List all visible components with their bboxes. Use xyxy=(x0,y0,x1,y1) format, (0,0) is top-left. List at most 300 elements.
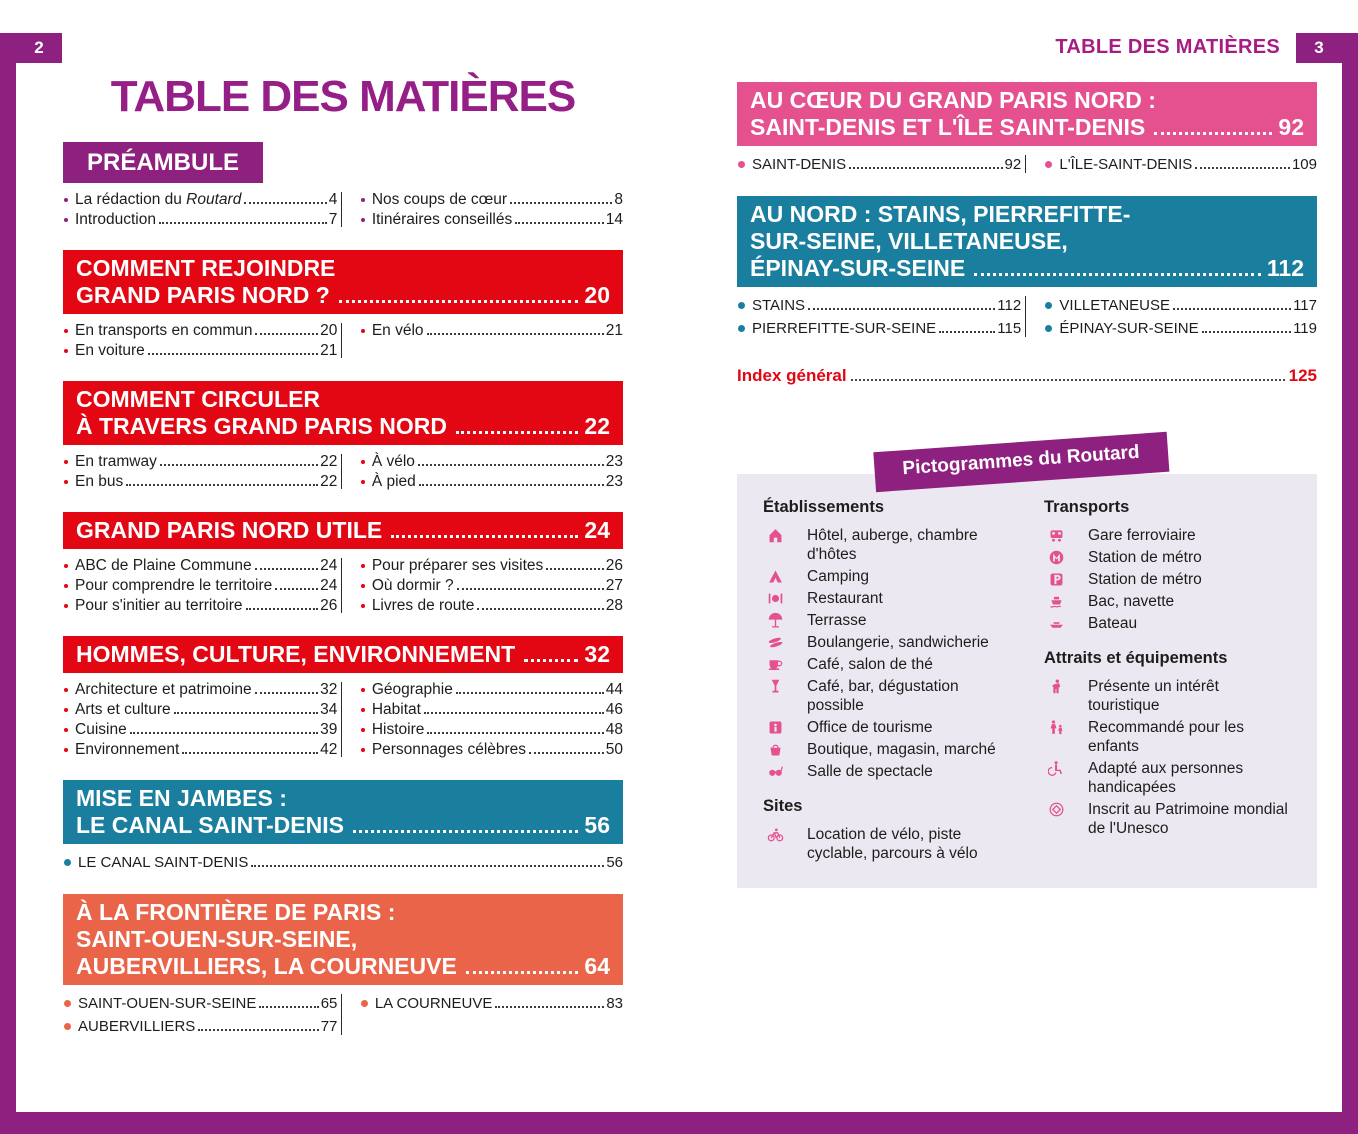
item-label-text: Environnement xyxy=(75,741,180,758)
section-banner-line xyxy=(76,386,610,413)
item-label-text: Cuisine xyxy=(75,721,127,738)
camping-icon xyxy=(765,568,785,585)
item-label-text: Pour comprendre le territoire xyxy=(75,577,273,594)
toc-columns xyxy=(63,452,623,492)
pictogram-item xyxy=(1044,592,1291,611)
item-label-text: SAINT-DENIS xyxy=(752,156,847,173)
shop-icon xyxy=(765,741,785,758)
pictogram-label: Boutique, magasin, marché xyxy=(807,741,996,758)
pictogram-label: Location de vélo, piste cyclable, parcours à vélo xyxy=(807,826,978,862)
item-label xyxy=(372,452,415,472)
item-page-number: 20 xyxy=(320,322,338,339)
item-label-text: Personnages célèbres xyxy=(371,741,527,758)
item-label xyxy=(372,680,453,700)
item-label-text: ABC de Plaine Commune xyxy=(75,557,252,574)
item-bullet xyxy=(738,302,745,309)
item-bullet xyxy=(361,564,365,568)
item-bullet xyxy=(64,329,68,333)
section-banner-line xyxy=(76,899,610,926)
section-banner-line xyxy=(750,228,1304,255)
pictogram-label: Restaurant xyxy=(807,590,883,607)
column-divider xyxy=(341,192,342,227)
item-page-number: 32 xyxy=(320,681,338,698)
item-label-text: La rédaction du xyxy=(75,191,187,208)
item-bullet xyxy=(64,708,68,712)
section-title: À LA FRONTIÈRE DE PARIS : xyxy=(76,899,396,925)
pictogram-label: Gare ferroviaire xyxy=(1088,527,1196,544)
page-title: TABLE DES MATIÈRES xyxy=(110,72,576,121)
index-page-number: 125 xyxy=(1288,366,1317,385)
pictogram-label: Terrasse xyxy=(807,612,867,629)
pictogram-item xyxy=(763,718,1010,737)
dot-leader xyxy=(174,712,319,714)
item-bullet xyxy=(64,748,68,752)
item-label xyxy=(75,700,171,720)
item-bullet xyxy=(361,604,365,608)
item-label xyxy=(78,992,256,1015)
section-page-number: 112 xyxy=(1266,255,1304,281)
toc-item xyxy=(360,210,623,230)
pictogram-label: Salle de spectacle xyxy=(807,763,933,780)
left-toc xyxy=(63,142,623,1038)
toc-item xyxy=(63,341,337,361)
dot-leader xyxy=(1154,132,1272,135)
item-page-number: 115 xyxy=(997,320,1022,337)
toc-column xyxy=(360,321,623,361)
toc-columns xyxy=(63,556,623,616)
pictograms-legend xyxy=(737,441,1317,888)
dot-leader xyxy=(255,333,318,335)
item-label-text: À pied xyxy=(371,473,416,490)
item-bullet xyxy=(64,604,68,608)
item-label xyxy=(78,851,248,874)
item-label-text: Géographie xyxy=(371,681,453,698)
pictogram-item xyxy=(763,633,1010,652)
item-label xyxy=(1059,153,1192,176)
column-divider xyxy=(341,323,342,358)
item-bullet xyxy=(361,198,365,202)
item-label-text: Introduction xyxy=(75,211,156,228)
dot-leader xyxy=(529,752,604,754)
pictogram-label: Présente un intérêt touristique xyxy=(1088,678,1219,714)
toc-column xyxy=(360,190,623,230)
section-title: COMMENT REJOINDRE xyxy=(76,255,336,281)
item-label xyxy=(372,321,424,341)
section-banner-line xyxy=(76,255,610,282)
pictogram-item xyxy=(763,589,1010,608)
toc-section xyxy=(63,780,623,874)
section-banner xyxy=(63,636,623,673)
dot-leader xyxy=(259,1006,318,1008)
section-banner-line xyxy=(750,201,1304,228)
pictogram-item xyxy=(763,677,1010,715)
item-label xyxy=(375,992,493,1015)
section-title: MISE EN JAMBES : xyxy=(76,785,287,811)
item-label xyxy=(75,472,123,492)
item-page-number: 109 xyxy=(1291,156,1317,173)
section-title: ÉPINAY-SUR-SEINE xyxy=(750,255,966,281)
dot-leader xyxy=(182,752,318,754)
toc-section xyxy=(63,512,623,616)
toc-item xyxy=(1044,294,1317,317)
item-label xyxy=(372,740,526,760)
item-page-number: 7 xyxy=(328,211,338,228)
toc-column xyxy=(63,190,337,230)
pictogram-group-title: Transports xyxy=(1044,498,1130,516)
page-right xyxy=(737,82,1317,888)
pictogram-item xyxy=(1044,759,1291,797)
dot-leader xyxy=(424,712,604,714)
item-label xyxy=(372,720,425,740)
toc-item xyxy=(63,452,337,472)
toc-section xyxy=(737,82,1317,176)
toc-item xyxy=(63,1015,337,1038)
item-page-number: 24 xyxy=(320,557,338,574)
item-label xyxy=(75,556,252,576)
item-page-number: 83 xyxy=(606,995,623,1012)
toc-item xyxy=(360,576,623,596)
column-divider xyxy=(341,558,342,613)
metro-icon xyxy=(1046,549,1066,566)
dot-leader xyxy=(457,588,604,590)
toc-item xyxy=(360,720,623,740)
index-row xyxy=(737,366,1317,386)
dot-leader xyxy=(466,971,579,974)
toc-item xyxy=(63,680,337,700)
item-bullet xyxy=(361,728,365,732)
pictogram-label: Station de métro xyxy=(1088,549,1202,566)
section-page-number: 92 xyxy=(1278,114,1304,140)
toc-column xyxy=(1044,294,1317,340)
item-label-text: À vélo xyxy=(371,453,415,470)
page-number-right: 3 xyxy=(1296,33,1342,63)
item-bullet xyxy=(1045,325,1052,332)
item-label xyxy=(752,153,846,176)
item-page-number: 28 xyxy=(605,597,623,614)
pictogram-item xyxy=(763,567,1010,586)
item-bullet xyxy=(64,859,71,866)
item-bullet xyxy=(64,198,68,202)
item-label xyxy=(78,1015,195,1038)
section-page-number: 56 xyxy=(584,812,610,838)
pictogram-group-title: Établissements xyxy=(763,498,885,516)
pictogram-item xyxy=(1044,614,1291,633)
dot-leader xyxy=(851,379,1285,381)
toc-column xyxy=(360,992,623,1038)
pictogram-item xyxy=(1044,718,1291,756)
pictogram-item xyxy=(1044,677,1291,715)
dot-leader xyxy=(339,300,579,303)
item-page-number: 27 xyxy=(605,577,623,594)
toc-column xyxy=(737,294,1021,340)
tourist-office-icon xyxy=(765,719,785,736)
item-bullet xyxy=(738,325,745,332)
item-page-number: 92 xyxy=(1004,156,1022,173)
toc-column xyxy=(63,680,337,760)
dot-leader xyxy=(246,608,319,610)
item-bullet xyxy=(64,1000,71,1007)
bottom-edge-bar xyxy=(0,1112,1358,1134)
item-label-text: En vélo xyxy=(371,322,424,339)
item-page-number: 8 xyxy=(614,191,623,208)
item-label-text: Où dormir ? xyxy=(371,577,454,594)
bicycle-icon xyxy=(765,826,785,843)
section-title: AU NORD : STAINS, PIERREFITTE- xyxy=(750,201,1131,227)
section-title: HOMMES, CULTURE, ENVIRONNEMENT xyxy=(76,641,516,667)
item-label xyxy=(75,190,241,210)
section-banner xyxy=(63,894,623,985)
item-bullet xyxy=(361,1000,368,1007)
section-banner-line xyxy=(750,255,1304,282)
pictogram-item xyxy=(763,526,1010,564)
item-label-text: Arts et culture xyxy=(75,701,171,718)
item-label xyxy=(75,576,272,596)
tourist-interest-icon xyxy=(1046,678,1066,695)
section-banner xyxy=(737,82,1317,146)
column-divider xyxy=(1025,296,1026,337)
column-divider xyxy=(1025,155,1026,173)
theater-icon xyxy=(765,763,785,780)
toc-item xyxy=(360,452,623,472)
section-title: SUR-SEINE, VILLETANEUSE, xyxy=(750,228,1068,254)
pictogram-group-title: Attraits et équipements xyxy=(1044,649,1228,667)
dot-leader xyxy=(849,167,1002,169)
item-label xyxy=(372,556,543,576)
item-label-text: PIERREFITTE-SUR-SEINE xyxy=(752,320,937,337)
item-label-text: Pour s'initier au territoire xyxy=(75,597,243,614)
toc-item xyxy=(360,680,623,700)
toc-section xyxy=(63,381,623,492)
toc-item xyxy=(63,851,623,874)
item-page-number: 22 xyxy=(320,473,338,490)
toc-column xyxy=(360,556,623,616)
item-bullet xyxy=(738,161,745,168)
section-title: LE CANAL SAINT-DENIS xyxy=(76,812,344,838)
item-bullet xyxy=(361,688,365,692)
item-label-text: SAINT-OUEN-SUR-SEINE xyxy=(78,995,257,1012)
item-label xyxy=(372,576,454,596)
item-label-text: Nos coups de cœur xyxy=(371,191,508,208)
toc-column xyxy=(63,321,337,361)
section-banner xyxy=(63,780,623,844)
toc-item xyxy=(63,321,337,341)
item-bullet xyxy=(361,708,365,712)
item-label-text: LE CANAL SAINT-DENIS xyxy=(78,854,249,871)
item-page-number: 21 xyxy=(605,322,623,339)
item-bullet xyxy=(64,480,68,484)
dot-leader xyxy=(159,222,327,224)
pictogram-item xyxy=(1044,548,1291,567)
bakery-icon xyxy=(765,634,785,651)
toc-item xyxy=(63,190,337,210)
toc-column xyxy=(360,680,623,760)
item-bullet xyxy=(361,460,365,464)
item-bullet xyxy=(64,349,68,353)
item-label xyxy=(75,596,243,616)
section-banner-line xyxy=(76,641,610,668)
dot-leader xyxy=(160,464,318,466)
dot-leader xyxy=(353,830,578,833)
dot-leader xyxy=(1195,167,1290,169)
pictogram-group-title: Sites xyxy=(763,797,803,815)
dot-leader xyxy=(391,535,578,538)
item-bullet xyxy=(64,1023,71,1030)
section-banner-line xyxy=(76,282,610,309)
item-page-number: 65 xyxy=(320,995,338,1012)
item-bullet xyxy=(64,728,68,732)
item-page-number: 56 xyxy=(606,854,623,871)
section-banner-line xyxy=(76,413,610,440)
pictogram-label: Café, bar, dégustation possible xyxy=(807,678,959,714)
toc-columns xyxy=(737,294,1317,340)
toc-section xyxy=(63,636,623,760)
pictogram-group xyxy=(1044,649,1291,838)
pictograms-ribbon: Pictogrammes du Routard xyxy=(873,432,1169,492)
section-banner-line xyxy=(750,114,1304,141)
item-label xyxy=(75,321,252,341)
cafe-icon xyxy=(765,656,785,673)
item-page-number: 117 xyxy=(1293,297,1317,314)
pictogram-label: Inscrit au Patrimoine mondial de l'Unesco xyxy=(1088,801,1288,837)
item-bullet xyxy=(361,584,365,588)
item-label-text: Architecture et patrimoine xyxy=(75,681,252,698)
item-label xyxy=(1059,294,1170,317)
item-label xyxy=(752,294,805,317)
item-page-number: 26 xyxy=(605,557,623,574)
section-page-number: 24 xyxy=(584,517,610,543)
section-banner-line xyxy=(87,149,239,176)
toc-item xyxy=(737,153,1021,176)
pictogram-label: Hôtel, auberge, chambre d'hôtes xyxy=(807,527,978,563)
metro-p-icon xyxy=(1046,571,1066,588)
item-label-text: Livres de route xyxy=(371,597,475,614)
toc-item xyxy=(63,992,337,1015)
item-page-number: 34 xyxy=(320,701,338,718)
section-title: GRAND PARIS NORD ? xyxy=(76,282,330,308)
item-page-number: 23 xyxy=(605,473,623,490)
dot-leader xyxy=(130,732,318,734)
dot-leader xyxy=(477,608,603,610)
pictogram-group xyxy=(763,498,1010,781)
dot-leader xyxy=(495,1006,604,1008)
toc-item xyxy=(63,576,337,596)
item-bullet xyxy=(1045,302,1052,309)
toc-section xyxy=(63,142,623,230)
pictogram-item xyxy=(763,740,1010,759)
toc-section xyxy=(63,894,623,1038)
left-edge-bar xyxy=(0,33,16,1134)
item-page-number: 4 xyxy=(328,191,338,208)
dot-leader xyxy=(275,588,318,590)
toc-item xyxy=(360,556,623,576)
item-page-number: 48 xyxy=(605,721,623,738)
toc-item xyxy=(1044,317,1317,340)
toc-item xyxy=(360,321,623,341)
item-page-number: 50 xyxy=(605,741,623,758)
section-banner-line xyxy=(750,87,1304,114)
section-banner xyxy=(63,381,623,445)
item-bullet xyxy=(361,480,365,484)
item-label xyxy=(372,700,421,720)
dot-leader xyxy=(456,692,604,694)
item-label-text: L'ÎLE-SAINT-DENIS xyxy=(1059,156,1193,173)
item-label xyxy=(1059,317,1198,340)
item-page-number: 46 xyxy=(605,701,623,718)
dot-leader xyxy=(251,865,604,867)
item-page-number: 26 xyxy=(320,597,338,614)
toc-section xyxy=(737,196,1317,340)
toc-item xyxy=(63,556,337,576)
toc-columns xyxy=(63,992,623,1038)
dot-leader xyxy=(198,1029,318,1031)
dot-leader xyxy=(419,484,604,486)
section-banner xyxy=(63,250,623,314)
section-banner-line xyxy=(76,812,610,839)
section-title: SAINT-DENIS ET L'ÎLE SAINT-DENIS xyxy=(750,114,1146,140)
toc-item xyxy=(63,700,337,720)
pictogram-item xyxy=(763,825,1010,863)
pictogram-group xyxy=(763,797,1010,863)
right-toc xyxy=(737,82,1317,340)
item-bullet xyxy=(64,460,68,464)
toc-item xyxy=(737,317,1021,340)
pictogram-item xyxy=(763,655,1010,674)
section-title: PRÉAMBULE xyxy=(87,149,240,176)
item-label xyxy=(75,452,157,472)
item-bullet xyxy=(361,218,365,222)
pictogram-label: Bac, navette xyxy=(1088,593,1175,610)
item-label-text: En transports en commun xyxy=(75,322,253,339)
dot-leader xyxy=(427,333,604,335)
toc-section xyxy=(63,250,623,361)
toc-item xyxy=(360,740,623,760)
boat-icon xyxy=(1046,615,1066,632)
item-bullet xyxy=(64,218,68,222)
dot-leader xyxy=(456,431,578,434)
item-page-number: 22 xyxy=(320,453,338,470)
pictogram-item xyxy=(763,762,1010,781)
toc-item xyxy=(360,700,623,720)
section-title: SAINT-OUEN-SUR-SEINE, xyxy=(76,926,358,952)
column-divider xyxy=(341,682,342,757)
right-edge-bar xyxy=(1342,33,1358,1134)
item-label-text: Pour préparer ses visites xyxy=(371,557,544,574)
item-page-number: 14 xyxy=(605,211,623,228)
pictogram-label: Office de tourisme xyxy=(807,719,933,736)
item-page-number: 112 xyxy=(997,297,1022,314)
item-bullet xyxy=(64,584,68,588)
dot-leader xyxy=(510,202,612,204)
section-banner-line xyxy=(76,926,610,953)
pictogram-label: Adapté aux personnes handicapées xyxy=(1088,760,1244,796)
section-banner xyxy=(63,142,263,183)
dot-leader xyxy=(126,484,318,486)
item-label-italic: Routard xyxy=(186,191,242,208)
item-label-text: Histoire xyxy=(371,721,425,738)
dot-leader xyxy=(524,659,578,662)
restaurant-icon xyxy=(765,590,785,607)
running-header: TABLE DES MATIÈRES xyxy=(1055,36,1280,58)
toc-column xyxy=(360,452,623,492)
pictogram-item xyxy=(763,611,1010,630)
dot-leader xyxy=(939,331,995,333)
pictogram-label: Boulangerie, sandwicherie xyxy=(807,634,989,651)
section-title: COMMENT CIRCULER xyxy=(76,386,321,412)
item-label xyxy=(372,190,507,210)
dot-leader xyxy=(1173,308,1291,310)
section-page-number: 64 xyxy=(584,953,610,979)
item-label-text: En tramway xyxy=(75,453,157,470)
